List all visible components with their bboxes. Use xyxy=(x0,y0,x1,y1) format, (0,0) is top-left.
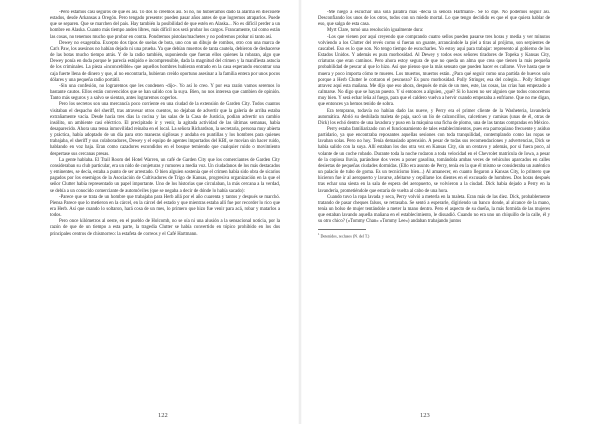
paragraph: -Me niego a escuchar una sola palabra más -decía la señora Hartmann-. Se lo dije. No podemos seguir así. Desconfiando los unos de los otros, todos con un miedo mortal. Lo que tengo decidido es que el que quiera hablar de eso, que salga de esta casa. xyxy=(318,10,550,28)
page-number-left: 122 xyxy=(158,412,168,419)
paragraph: -Sin una confesión, no lograremos que les condenen -dijo-. Yo así lo creo. Y por esa razón vamos seremos lo bastante cautos. Ellos están convencidos que se han salido con la suya. Bien, no nos interesa que cambien de opinión. Tanto más seguros y a salvo se sientan, antes lograremos cogerlos. xyxy=(50,83,280,102)
paragraph: Myrt Clare, tomó una resolución igualmente dura: xyxy=(327,28,424,34)
page-number-right: 123 xyxy=(420,412,430,419)
paragraph: -Parece que se trata de un hombre que trabajaba para Herb allá por el año cuarenta y tantos y después se marchó. Piensa Parece que lo metieron en la cárcel, en la cárcel del estado y que mientras estaba allí fue por recorder lo rico que era Herb. Así que cuando lo soltaron, hará cosa de un mes, lo primero que hizo fue venir para acá, robar y matarlos a todos. xyxy=(50,194,280,219)
right-page xyxy=(300,0,600,424)
paragraph: Dewey no exageraba. Excepto dos tipos de suelas de bota, uno con un dibujo de rombos, otro con una marca de Cat's Paw, los asesinos no habían dejado ni una prueba. Ya que debían muertos de tanta cautela, debieron de deshacerse de las botas mucho tiempo atrás. Y de la radio también, suponiendo que fueran ellos quienes la robaran, algo que Dewey ponía en duda porque le parecía estúpido e incomprensible, dada la magnitud del crimen y la manifiesta astucia de los criminales. La pieza «inconcebible» que aquellos hombres hubieran entrado en la casa esperando encontrar una caja fuerte llena de dinero y que, al no encontrarla, hubieran creído oportuno asesinar a la familia entera por unos pocos dólares y una pequeña radio portátil. xyxy=(50,40,280,83)
paragraph: -Pero estamos casi seguros de que es así. To dos lo creemos así. Si no, no hubiéramos dado la alarma en diecisiete estados, desde Arkansas a Oregón. Pero tengado presente: pueden pasar años antes de que logremos atraparlos. Puede que se separen. Que se marchen del país. Hay también la posibilidad de que estén en Alaska... No es difícil perder a un hombre en Alaska. Cuanto más tiempo anden libres, más difícil nos será probar los cargos. Francamente, tal como están las cosas, no tenemos mucho que probar en contra. Pondremos pistolas/machetes y no podremos probar ni tanto así. xyxy=(50,10,280,40)
paragraph: Perry estaba familiarizado con el funcionamiento de tales establecimientos, pues era parroquiano frecuente y asiduo partidario, ya que encontraba reposantes aquellas sesiones con toda tranquilidad, contemplando como las ropas se lavaban solas. Pero no hoy. Tenía demasiado aprensión. A pesar de todas sus recomendaciones y advertencias, Dick se había salido con la suya. Allí estaban los dos otra vez en Kansas City, sin un centavo y además, por si fuera poco, al volante de un coche robado. Durante toda la noche rodaron a toda velocidad en el Chevrolet matrícula de Iowa, a pesar de la copiosa lluvia, parándose dos veces a poner gasolina, tomándola ambas veces de vehículos aparcados en calles desiertas de pequeñas ciudades dormidas. (Ello era asunto de Perry, tenía en la que él mismo se consideraba un auténtico un palacio de tubo de goma. Es un tecnicismo bien...) Al amanecer, en cuanto llegaron a Kansas City, lo primero que hicieron fue ir al aeropuerto y lavarse, afeitarse y cepillarse los dientes en el excusado de hombres. Dos horas después tras echar una siesta en la sala de espera del aeropuerto, se volvieron a la ciudad. Dick había dejado a Perry en la lavandería, prometiéndole que estaría de vuelta al cabo de una hora. xyxy=(318,126,550,194)
paragraph: Pero los secretos son una mercancía poco corriente en una ciudad de la extensión de Garden City. Todos cuantos visitaban el despacho del sheriff, tras atravesar otros cuentos, no dejaban de advertir que la galería de arriba estaba extrañamente vacía. Desde hacía tres días la cocina y las salas de la Casa de Justicia, podían advertir un cambio insólito, un ambiente casi eléctrico. El precipitado ir y venir, la agitada actividad de las últimas semanas, había desaparecido. Ahora una tensa inmovilidad reinaba en el local. La señora Richardson, la secretaria, persona muy abierta y práctica, había adoptado de un día para otro maneras sigilosas y andaba en puntillas y los hombres para quienes trabajaba, el sheriff y sus colaboradores, Dewey y el equipo de agentes importados del KBI, se movían sin hacer ruido, hablando en voz baja. Eran como cazadores escondidos en el bosque temiendo que cualquier ruido o movimiento despertase sus cercanas presas. xyxy=(50,102,280,157)
footnote: $^1$ Detenidos, reclusos (N. del T.) xyxy=(318,232,370,239)
paragraph: Cuando tuvo la ropa lavada y seca, Perry volvió a meterla en la maleta. Eran más de las diez. Dick, probablemente tratando de pasar cheques falsos, se retrasaba. Se sentó a esperarle, digiriendo un banco donde, al alcance de la mano, tenía un bolso de mujer tentándole a meter la mano dentro. Pero el aspecto de su dueña, la más formida de las mujeres que estaban lavando aquella mañana en el establecimiento, le disuadió. Cuando no era uno un chiquillo de la calle, él y su otro chico? («Tommy Chan» «Tommy Lee») andaban trabajando juntos xyxy=(318,194,550,225)
footnote-text: Detenidos, reclusos (N. del T.) xyxy=(320,233,370,239)
left-page-text xyxy=(50,10,280,408)
paragraph: Era temprano, todavía no habían dado las nueve, y Perry era el primer cliente de la Washeteria, lavandería automática. Abrió su deshilada maleta de paja, sacó un lío de calzoncillos, calcetines y camisas (unas de él, otras de Dick) los echó dentro de una lavadora y puso en la máquina una ficha de plomo, una de las tantas compradas en México. xyxy=(318,108,550,126)
footnote-divider xyxy=(318,229,366,230)
paragraph: Pero once kilómetros al oeste, en el pueblo de Holcomb, no se oía ni una alusión a la sensacional noticia, por la razón de que de un tiempo a esta parte, la tragedia Clutter se había convertido en tópico prohibido en los dos principales centros de chismorreo: la estafeta de correos y el Café Hartmann. xyxy=(50,219,280,237)
paragraph: -Los que vienen por aquí creyendo que comprando cuatro sellos pueden pasarse tres horas y media y ver minutos volviendo a los Clutter del revés como si fueran un guante, arrancándole la piel a tiras al prójimo, son serpientes de cascabel. Eso es lo que son. No tengo tiempo de escucharles. Yo estoy aquí para trabajar: represento al gobierno de los Estados Unidos. Y además es pura morbosidad. Al Dewey y todos esos señores tiradores de Topeka y Kansas City, criaturas que eran caminos. Pero ahora estoy segura de que no queda un alma que crea que tienen la más pequeña probabilidad de pescar al que lo hizo. Así que pienso que la más sensato que pueden hacer es callarse. Vive hasta que te muera y poco importa cómo te mueres. Los muertos, muertos están. ¿Para qué seguir como una partida de huevos solo porque a Herb Clutter le cortaron el pescuezo? Es puro morbosidad. Polly Stringer, esa del colegio... Polly Stringer atravez aquí esta mañana. Me dijo que eso ahora, después de más de un mes, este, las cosas, las crías han empezado a calmarse. No digo que se hayan puesto. Y si entonces a alguien, ¿qué? Si lo hacen no ser alguien que todos conocemos muy bien. Y será echar leña al fuego, para que el caldero vuelva a hervir cuando empezaba a enfriarse. Que no me digan, que entonces ya hemos tenido de sobra. xyxy=(318,34,550,108)
paragraph: La gente hablaba. El Trail Room del Hotel Warren, un café de Garden City que los comerciantes de Garden City consideraban su club particular, era un nido de conjeturas y rumores a media voz. Un ciudadanos de los más destacados y eminentes, se decía, estaba a punto de ser arrestado. O bien alguien sostenía que el crimen había sido obra de sicarios pagados por los enemigos de la Asociación de Cultivadores de Trigo de Kansas, progresiva organización en la que el señor Clutter había representado un papel importante. Uno de los historias que circulaban, la más cercana a la verdad, se debía a un conocido comerciante de automóviles (que se negaba a decir de dónde lo había sacado): xyxy=(50,157,280,194)
right-page-text xyxy=(318,10,550,408)
